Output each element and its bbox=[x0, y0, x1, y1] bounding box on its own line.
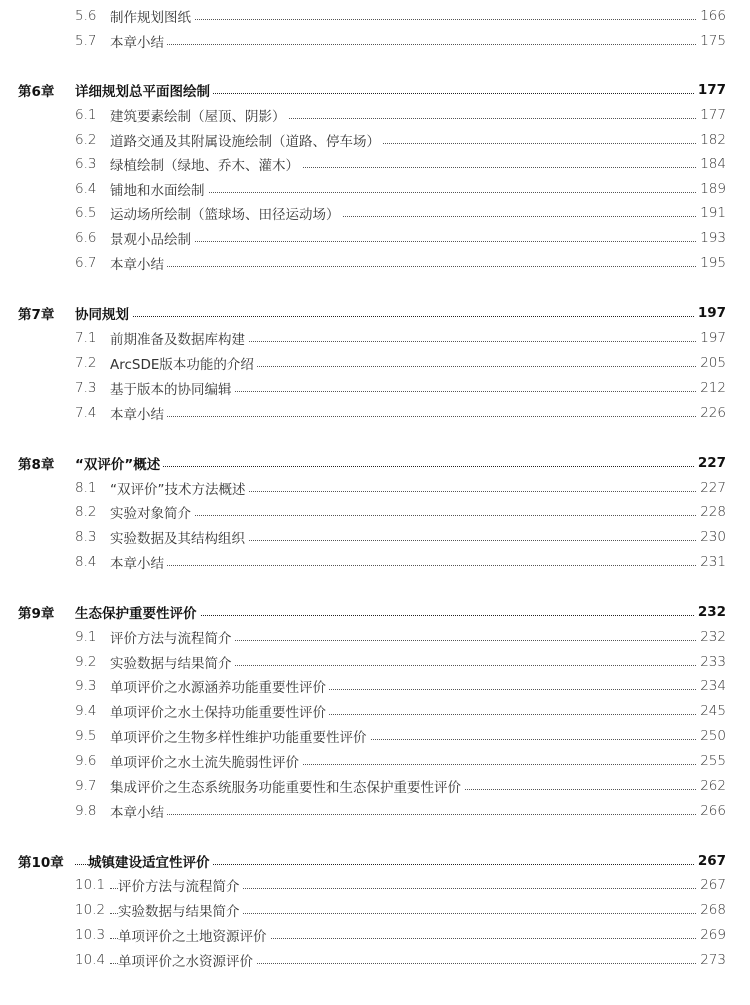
toc-chapter-number: 第6章 bbox=[18, 84, 55, 100]
toc-leader-dots bbox=[75, 466, 720, 467]
toc-leader-dots bbox=[110, 565, 720, 566]
toc-section-number: 6.6 bbox=[75, 230, 97, 246]
toc-section-title: 前期准备及数据库构建 bbox=[110, 328, 248, 348]
toc-chapter-row[interactable] bbox=[0, 849, 750, 873]
toc-chapter-number: 第9章 bbox=[18, 606, 55, 622]
toc-chapter-title: “双评价”概述 bbox=[75, 453, 163, 473]
toc-leader-dots bbox=[75, 316, 720, 317]
toc-chapter-number: 第8章 bbox=[18, 457, 55, 473]
toc-page-number: 232 bbox=[697, 629, 726, 645]
toc-section-title: 基于版本的协同编辑 bbox=[110, 378, 235, 398]
toc-page-number: 230 bbox=[697, 529, 726, 545]
toc-page-number: 205 bbox=[697, 355, 726, 371]
toc-section-number: 10.1 bbox=[75, 877, 106, 893]
toc-page-number: 231 bbox=[697, 554, 726, 570]
toc-section-number: 8.4 bbox=[75, 554, 97, 570]
toc-page-number: 250 bbox=[697, 728, 726, 744]
toc-leader-dots bbox=[110, 266, 720, 267]
toc-section-title: 道路交通及其附属设施绘制（道路、停车场） bbox=[110, 130, 383, 150]
toc-leader-dots bbox=[110, 515, 720, 516]
toc-section-row[interactable] bbox=[0, 500, 750, 524]
toc-section-number: 6.4 bbox=[75, 181, 97, 197]
toc-section-number: 6.7 bbox=[75, 255, 97, 271]
toc-section-row[interactable] bbox=[0, 128, 750, 152]
toc-section-row[interactable] bbox=[0, 923, 750, 947]
toc-section-row[interactable] bbox=[0, 724, 750, 748]
toc-section-title: 评价方法与流程简介 bbox=[110, 627, 235, 647]
toc-section-number: 8.2 bbox=[75, 504, 97, 520]
toc-page-number: 273 bbox=[697, 952, 726, 968]
toc-page-number: 228 bbox=[697, 504, 726, 520]
toc-section-row[interactable] bbox=[0, 948, 750, 972]
toc-page-number: 197 bbox=[695, 305, 726, 321]
toc-chapter-title: 生态保护重要性评价 bbox=[75, 602, 200, 622]
toc-section-row[interactable] bbox=[0, 550, 750, 574]
toc-chapter-title: 详细规划总平面图绘制 bbox=[75, 80, 213, 100]
toc-section-number: 9.4 bbox=[75, 703, 97, 719]
toc-section-number: 8.3 bbox=[75, 529, 97, 545]
toc-leader-dots bbox=[110, 416, 720, 417]
toc-section-title: 景观小品绘制 bbox=[110, 228, 194, 248]
toc-section-number: 9.1 bbox=[75, 629, 97, 645]
toc-section-number: 10.4 bbox=[75, 952, 106, 968]
toc-section-number: 10.2 bbox=[75, 902, 106, 918]
toc-page-number: 175 bbox=[697, 33, 726, 49]
toc-section-number: 7.2 bbox=[75, 355, 97, 371]
toc-section-row[interactable] bbox=[0, 525, 750, 549]
toc-page-number: 267 bbox=[697, 877, 726, 893]
toc-section-row[interactable] bbox=[0, 625, 750, 649]
toc-section-row[interactable] bbox=[0, 177, 750, 201]
toc-section-row[interactable] bbox=[0, 699, 750, 723]
toc-section-row[interactable] bbox=[0, 4, 750, 28]
toc-section-number: 9.5 bbox=[75, 728, 97, 744]
toc-section-number: 6.1 bbox=[75, 107, 97, 123]
toc-leader-dots bbox=[110, 241, 720, 242]
toc-leader-dots bbox=[110, 44, 720, 45]
toc-section-number: 9.8 bbox=[75, 803, 97, 819]
toc-chapter-row[interactable] bbox=[0, 600, 750, 624]
toc-section-row[interactable] bbox=[0, 873, 750, 897]
toc-section-title: 实验数据与结果简介 bbox=[110, 652, 235, 672]
toc-page-number: 184 bbox=[697, 156, 726, 172]
toc-chapter-title: 城镇建设适宜性评价 bbox=[88, 851, 213, 871]
toc-leader-dots bbox=[110, 19, 720, 20]
toc-section-title: “双评价”技术方法概述 bbox=[110, 478, 249, 498]
toc-section-row[interactable] bbox=[0, 103, 750, 127]
toc-section-title: 本章小结 bbox=[110, 403, 167, 423]
toc-section-title: 单项评价之土地资源评价 bbox=[118, 925, 270, 945]
toc-page-number: 212 bbox=[697, 380, 726, 396]
toc-section-title: 本章小结 bbox=[110, 253, 167, 273]
toc-chapter-number: 第10章 bbox=[18, 855, 64, 871]
toc-section-row[interactable] bbox=[0, 650, 750, 674]
toc-section-row[interactable] bbox=[0, 376, 750, 400]
toc-page-number: 233 bbox=[697, 654, 726, 670]
toc-page-number: 267 bbox=[695, 853, 726, 869]
toc-section-row[interactable] bbox=[0, 799, 750, 823]
toc-section-row[interactable] bbox=[0, 898, 750, 922]
toc-section-row[interactable] bbox=[0, 152, 750, 176]
toc-page-number: 189 bbox=[697, 181, 726, 197]
toc-section-number: 6.2 bbox=[75, 132, 97, 148]
toc-section-title: 实验数据与结果简介 bbox=[118, 900, 243, 920]
toc-section-title: 绿植绘制（绿地、乔木、灌木） bbox=[110, 154, 302, 174]
toc-page-number: 193 bbox=[697, 230, 726, 246]
toc-section-title: 集成评价之生态系统服务功能重要性和生态保护重要性评价 bbox=[110, 776, 464, 796]
toc-chapter-row[interactable] bbox=[0, 301, 750, 325]
toc-section-title: 制作规划图纸 bbox=[110, 6, 194, 26]
toc-section-number: 9.7 bbox=[75, 778, 97, 794]
toc-section-number: 9.3 bbox=[75, 678, 97, 694]
toc-page-number: 227 bbox=[695, 455, 726, 471]
toc-page-number: 195 bbox=[697, 255, 726, 271]
toc-page-number: 262 bbox=[697, 778, 726, 794]
toc-page-number: 191 bbox=[697, 205, 726, 221]
toc-section-number: 6.3 bbox=[75, 156, 97, 172]
toc-section-row[interactable] bbox=[0, 251, 750, 275]
toc-section-row[interactable] bbox=[0, 351, 750, 375]
toc-chapter-title: 协同规划 bbox=[75, 303, 132, 323]
toc-page-number: 234 bbox=[697, 678, 726, 694]
toc-section-number: 9.2 bbox=[75, 654, 97, 670]
toc-section-title: ArcSDE版本功能的介绍 bbox=[110, 353, 257, 373]
toc-section-number: 5.7 bbox=[75, 33, 97, 49]
toc-section-row[interactable] bbox=[0, 226, 750, 250]
toc-section-title: 建筑要素绘制（屋顶、阴影） bbox=[110, 105, 289, 125]
toc-section-number: 6.5 bbox=[75, 205, 97, 221]
toc-section-title: 本章小结 bbox=[110, 31, 167, 51]
toc-section-number: 8.1 bbox=[75, 480, 97, 496]
toc-section-row[interactable] bbox=[0, 201, 750, 225]
toc-page-number: 266 bbox=[697, 803, 726, 819]
toc-section-row[interactable] bbox=[0, 401, 750, 425]
toc-section-number: 7.4 bbox=[75, 405, 97, 421]
toc-chapter-row[interactable] bbox=[0, 78, 750, 102]
toc-page-number: 255 bbox=[697, 753, 726, 769]
toc-page-number: 177 bbox=[695, 82, 726, 98]
toc-page-number: 226 bbox=[697, 405, 726, 421]
toc-section-number: 7.3 bbox=[75, 380, 97, 396]
toc-section-row[interactable] bbox=[0, 674, 750, 698]
toc-section-title: 单项评价之水土保持功能重要性评价 bbox=[110, 701, 329, 721]
toc-page-number: 232 bbox=[695, 604, 726, 620]
toc-section-number: 7.1 bbox=[75, 330, 97, 346]
toc-section-title: 本章小结 bbox=[110, 801, 167, 821]
toc-page-number: 182 bbox=[697, 132, 726, 148]
toc-page-number: 269 bbox=[697, 927, 726, 943]
toc-section-number: 5.6 bbox=[75, 8, 97, 24]
toc-section-number: 9.6 bbox=[75, 753, 97, 769]
toc-section-title: 单项评价之生物多样性维护功能重要性评价 bbox=[110, 726, 370, 746]
toc-section-title: 运动场所绘制（篮球场、田径运动场） bbox=[110, 203, 343, 223]
toc-chapter-row[interactable] bbox=[0, 451, 750, 475]
toc-section-title: 单项评价之水源涵养功能重要性评价 bbox=[110, 676, 329, 696]
toc-page-number: 166 bbox=[697, 8, 726, 24]
toc-section-row[interactable] bbox=[0, 749, 750, 773]
toc-page-number: 197 bbox=[697, 330, 726, 346]
toc-section-title: 铺地和水面绘制 bbox=[110, 179, 208, 199]
toc-section-row[interactable] bbox=[0, 774, 750, 798]
toc-section-row[interactable] bbox=[0, 326, 750, 350]
toc-section-title: 本章小结 bbox=[110, 552, 167, 572]
toc-page-number: 177 bbox=[697, 107, 726, 123]
toc-section-row[interactable] bbox=[0, 476, 750, 500]
toc-chapter-number: 第7章 bbox=[18, 307, 55, 323]
toc-leader-dots bbox=[110, 814, 720, 815]
toc-page-number: 268 bbox=[697, 902, 726, 918]
toc-section-number: 10.3 bbox=[75, 927, 106, 943]
toc-section-title: 实验数据及其结构组织 bbox=[110, 527, 248, 547]
toc-page-number: 245 bbox=[697, 703, 726, 719]
toc-section-title: 单项评价之水土流失脆弱性评价 bbox=[110, 751, 302, 771]
toc-section-row[interactable] bbox=[0, 29, 750, 53]
toc-page-number: 227 bbox=[697, 480, 726, 496]
toc-section-title: 单项评价之水资源评价 bbox=[118, 950, 256, 970]
toc-section-title: 实验对象简介 bbox=[110, 502, 194, 522]
toc-section-title: 评价方法与流程简介 bbox=[118, 875, 243, 895]
